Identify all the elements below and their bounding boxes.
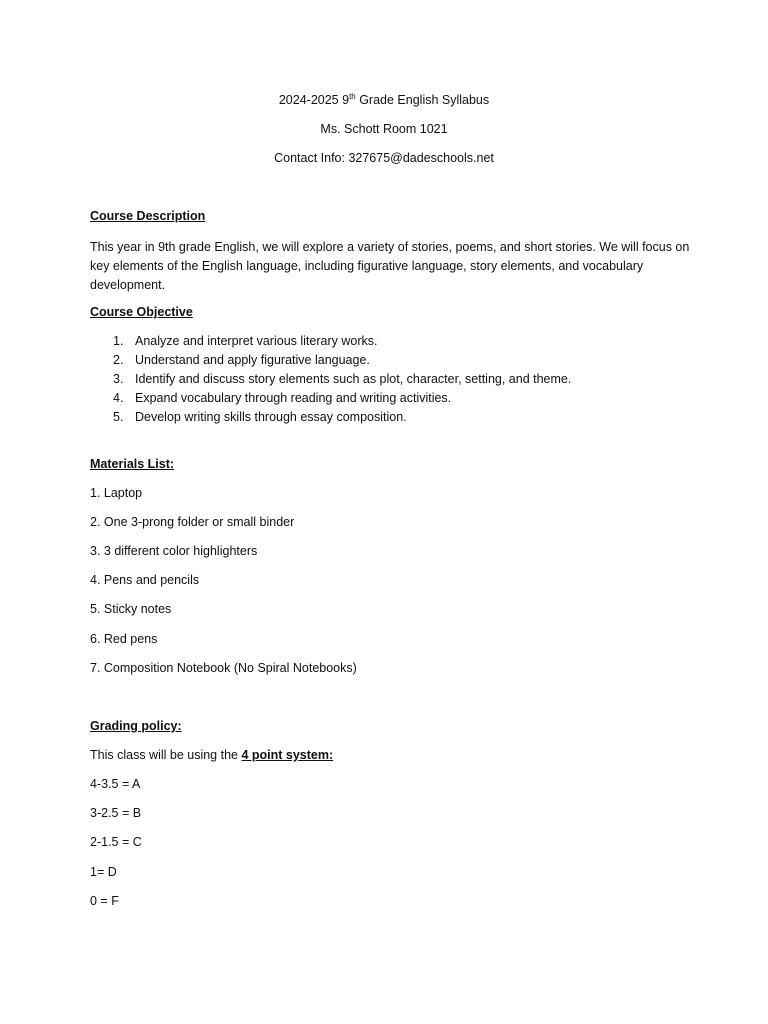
- syllabus-title: [0, 93, 768, 107]
- course-description-heading: Course Description: [90, 209, 206, 223]
- syllabus-title-suffix: Grade English Syllabus: [355, 93, 490, 107]
- materials-item: 6. Red pens: [90, 632, 158, 646]
- grading-intro: [90, 748, 333, 762]
- grade-scale-item: 0 = F: [90, 894, 119, 908]
- materials-item: 5. Sticky notes: [90, 602, 172, 616]
- course-objective-heading: Course Objective: [90, 305, 193, 319]
- objective-item: [90, 408, 571, 427]
- objective-text: Analyze and interpret various literary works.: [135, 334, 378, 348]
- grade-scale-item: 4-3.5 = A: [90, 777, 141, 791]
- objective-text: Understand and apply figurative language.: [135, 353, 370, 367]
- objective-text: Develop writing skills through essay composition.: [135, 410, 407, 424]
- objective-item: [90, 332, 571, 351]
- grading-intro-text: This class will be using the: [90, 748, 242, 762]
- objective-item: [90, 351, 571, 370]
- teacher-room: Ms. Schott Room 1021: [320, 122, 448, 136]
- materials-item: 1. Laptop: [90, 486, 143, 500]
- objective-text: Expand vocabulary through reading and writing activities.: [135, 391, 452, 405]
- grading-heading: Grading policy:: [90, 719, 182, 733]
- objective-number: 5.: [113, 410, 124, 424]
- objective-item: [90, 370, 571, 389]
- objective-number: 2.: [113, 353, 124, 367]
- contact-info: Contact Info: 327675@dadeschools.net: [274, 151, 494, 165]
- objective-number: 1.: [113, 334, 124, 348]
- materials-item: 7. Composition Notebook (No Spiral Notebooks): [90, 661, 357, 675]
- grading-system-emphasis: 4 point system:: [241, 748, 334, 762]
- syllabus-title-superscript: th: [349, 91, 356, 101]
- objective-number: 3.: [113, 372, 124, 386]
- objective-text: Identify and discuss story elements such as plot, character, setting, and theme.: [135, 372, 572, 386]
- objective-item: [90, 389, 571, 408]
- grade-scale-item: 3-2.5 = B: [90, 806, 142, 820]
- syllabus-title-prefix: 2024-2025 9: [278, 93, 350, 107]
- grade-scale-item: 2-1.5 = C: [90, 835, 142, 849]
- course-description-body: This year in 9th grade English, we will explore a variety of stories, poems, and short stories. We will focus on key elements of the English language, including figurative language, story elements, and vocabulary development.: [90, 240, 690, 292]
- materials-item: 2. One 3-prong folder or small binder: [90, 515, 295, 529]
- materials-heading: Materials List:: [90, 457, 175, 471]
- grade-scale-item: 1= D: [90, 865, 117, 879]
- materials-item: 4. Pens and pencils: [90, 573, 200, 587]
- materials-item: 3. 3 different color highlighters: [90, 544, 258, 558]
- objective-number: 4.: [113, 391, 124, 405]
- course-objective-list: [90, 332, 571, 427]
